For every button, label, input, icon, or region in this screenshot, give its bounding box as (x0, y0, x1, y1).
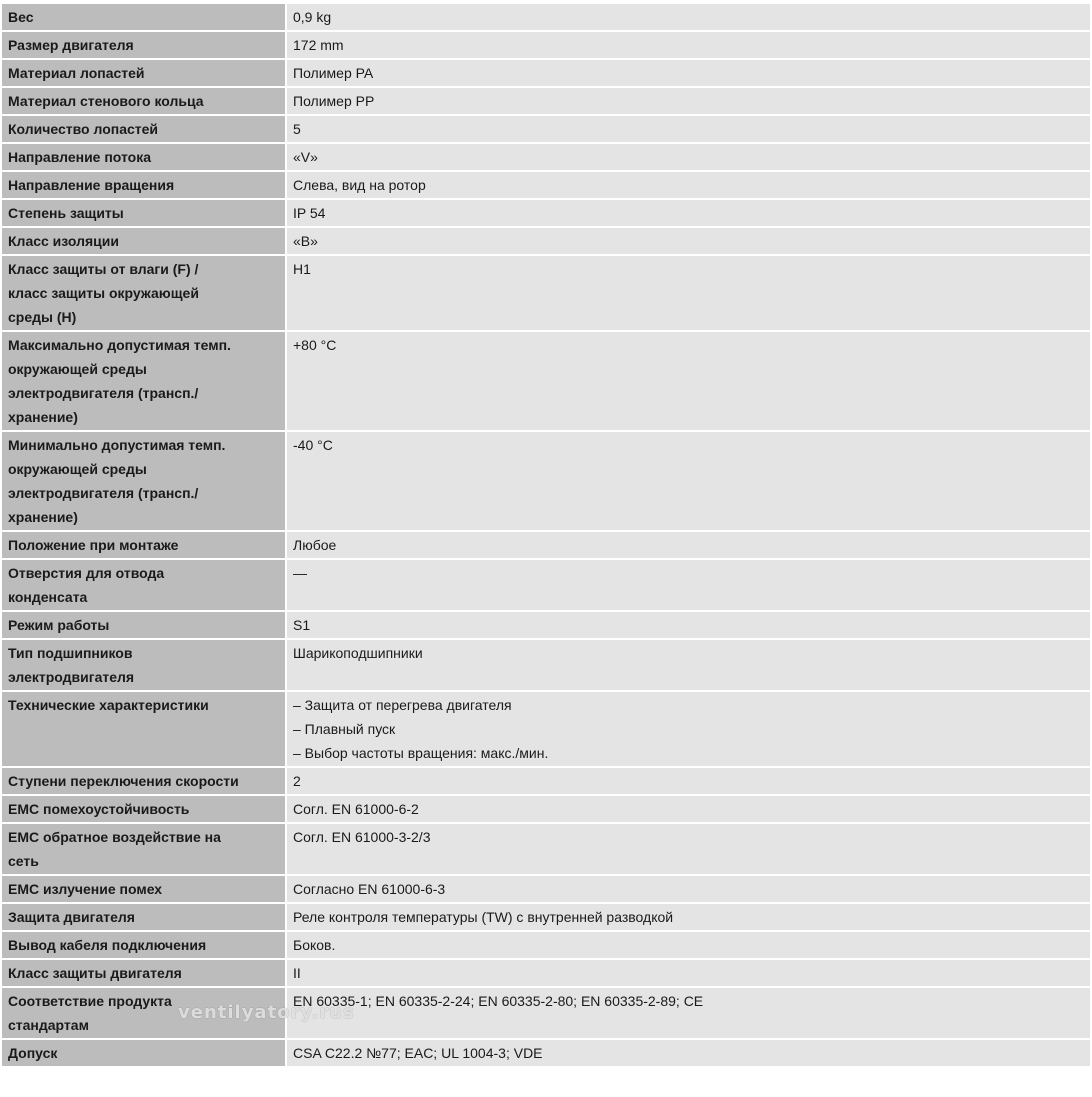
spec-value-line: Полимер PA (293, 65, 374, 81)
spec-value-line: II (293, 965, 301, 981)
spec-value (287, 824, 1090, 874)
spec-row (2, 560, 1090, 610)
spec-row (2, 692, 1090, 766)
spec-row (2, 988, 1090, 1038)
spec-value-line: – Защита от перегрева двигателя (293, 697, 512, 713)
spec-value (287, 4, 1090, 30)
spec-value (287, 932, 1090, 958)
spec-value-line: Слева, вид на ротор (293, 177, 426, 193)
spec-row (2, 200, 1090, 226)
spec-value-line: S1 (293, 617, 311, 633)
spec-row (2, 32, 1090, 58)
spec-row (2, 904, 1090, 930)
spec-value-line: Боков. (293, 937, 336, 953)
spec-value (287, 200, 1090, 226)
spec-row (2, 4, 1090, 30)
spec-row (2, 824, 1090, 874)
spec-row (2, 228, 1090, 254)
spec-value-line: 0,9 kg (293, 9, 332, 25)
spec-value (287, 904, 1090, 930)
spec-row (2, 960, 1090, 986)
spec-value-line: — (293, 565, 307, 581)
spec-value-line: – Плавный пуск (293, 721, 396, 737)
spec-row (2, 876, 1090, 902)
spec-value-line: +80 °C (293, 337, 337, 353)
spec-row (2, 768, 1090, 794)
spec-label: Класс защиты двигателя (2, 960, 287, 986)
spec-label: Ступени переключения скорости (2, 768, 287, 794)
spec-value (287, 768, 1090, 794)
spec-value (287, 256, 1090, 330)
spec-value-line: «V» (293, 149, 318, 165)
spec-value (287, 172, 1090, 198)
spec-value-line: Реле контроля температуры (TW) с внутренней разводкой (293, 909, 674, 925)
spec-value (287, 560, 1090, 610)
spec-label: EMC помехоустойчивость (2, 796, 287, 822)
spec-row (2, 796, 1090, 822)
spec-value (287, 432, 1090, 530)
spec-value (287, 876, 1090, 902)
spec-label: Максимально допустимая темп. окружающей среды электродвигателя (трансп./ хранение) (2, 332, 287, 430)
spec-label: Отверстия для отвода конденсата (2, 560, 287, 610)
spec-row (2, 432, 1090, 530)
spec-label: Режим работы (2, 612, 287, 638)
spec-table (2, 2, 1090, 1068)
spec-label: Положение при монтаже (2, 532, 287, 558)
spec-row (2, 1040, 1090, 1066)
spec-row (2, 532, 1090, 558)
spec-row (2, 256, 1090, 330)
spec-row (2, 612, 1090, 638)
spec-value-line: Любое (293, 537, 337, 553)
spec-row (2, 932, 1090, 958)
spec-value (287, 228, 1090, 254)
spec-value (287, 116, 1090, 142)
spec-row (2, 332, 1090, 430)
spec-row (2, 88, 1090, 114)
spec-table-body (2, 4, 1090, 1066)
spec-value-line: Согл. EN 61000-6-2 (293, 801, 419, 817)
spec-value (287, 1040, 1090, 1066)
spec-label: Минимально допустимая темп. окружающей среды электродвигателя (трансп./ хранение) (2, 432, 287, 530)
spec-value-line: CSA C22.2 №77; EAC; UL 1004-3; VDE (293, 1045, 543, 1061)
spec-value-line: – Выбор частоты вращения: макс./мин. (293, 745, 549, 761)
spec-value (287, 612, 1090, 638)
spec-label: EMC обратное воздействие на сеть (2, 824, 287, 874)
spec-value (287, 532, 1090, 558)
spec-row (2, 640, 1090, 690)
spec-value (287, 60, 1090, 86)
spec-label: Размер двигателя (2, 32, 287, 58)
spec-row (2, 144, 1090, 170)
spec-value-line: 2 (293, 773, 301, 789)
spec-value (287, 144, 1090, 170)
spec-value (287, 796, 1090, 822)
spec-label: Тип подшипников электродвигателя (2, 640, 287, 690)
spec-value-line: Шарикоподшипники (293, 645, 423, 661)
spec-label: Класс защиты от влаги (F) / класс защиты окружающей среды (H) (2, 256, 287, 330)
spec-label: Технические характеристики (2, 692, 287, 766)
spec-label: Вес (2, 4, 287, 30)
spec-value (287, 960, 1090, 986)
spec-row (2, 172, 1090, 198)
spec-value (287, 640, 1090, 690)
spec-value-line: Полимер PP (293, 93, 375, 109)
spec-label: Направление потока (2, 144, 287, 170)
spec-label: Класс изоляции (2, 228, 287, 254)
spec-value (287, 692, 1090, 766)
spec-value (287, 332, 1090, 430)
spec-label: Количество лопастей (2, 116, 287, 142)
spec-value-line: -40 °C (293, 437, 333, 453)
spec-label: EMC излучение помех (2, 876, 287, 902)
spec-row (2, 116, 1090, 142)
spec-value (287, 32, 1090, 58)
spec-value-line: IP 54 (293, 205, 326, 221)
spec-row (2, 60, 1090, 86)
spec-label: Соответствие продукта стандартам (2, 988, 287, 1038)
spec-value-line: 5 (293, 121, 301, 137)
spec-value-line: H1 (293, 261, 311, 277)
spec-label: Допуск (2, 1040, 287, 1066)
spec-value (287, 88, 1090, 114)
spec-value-line: 172 mm (293, 37, 344, 53)
spec-value (287, 988, 1090, 1038)
spec-label: Материал стенового кольца (2, 88, 287, 114)
spec-value-line: EN 60335-1; EN 60335-2-24; EN 60335-2-80; EN 60335-2-89; CE (293, 993, 704, 1009)
spec-label: Направление вращения (2, 172, 287, 198)
spec-label: Степень защиты (2, 200, 287, 226)
spec-label: Защита двигателя (2, 904, 287, 930)
spec-value-line: «B» (293, 233, 318, 249)
watermark-text: ventilyatory.rus (178, 1002, 355, 1023)
spec-value-line: Согл. EN 61000-3-2/3 (293, 829, 431, 845)
spec-label: Материал лопастей (2, 60, 287, 86)
spec-value-line: Согласно EN 61000-6-3 (293, 881, 446, 897)
spec-label: Вывод кабеля подключения (2, 932, 287, 958)
